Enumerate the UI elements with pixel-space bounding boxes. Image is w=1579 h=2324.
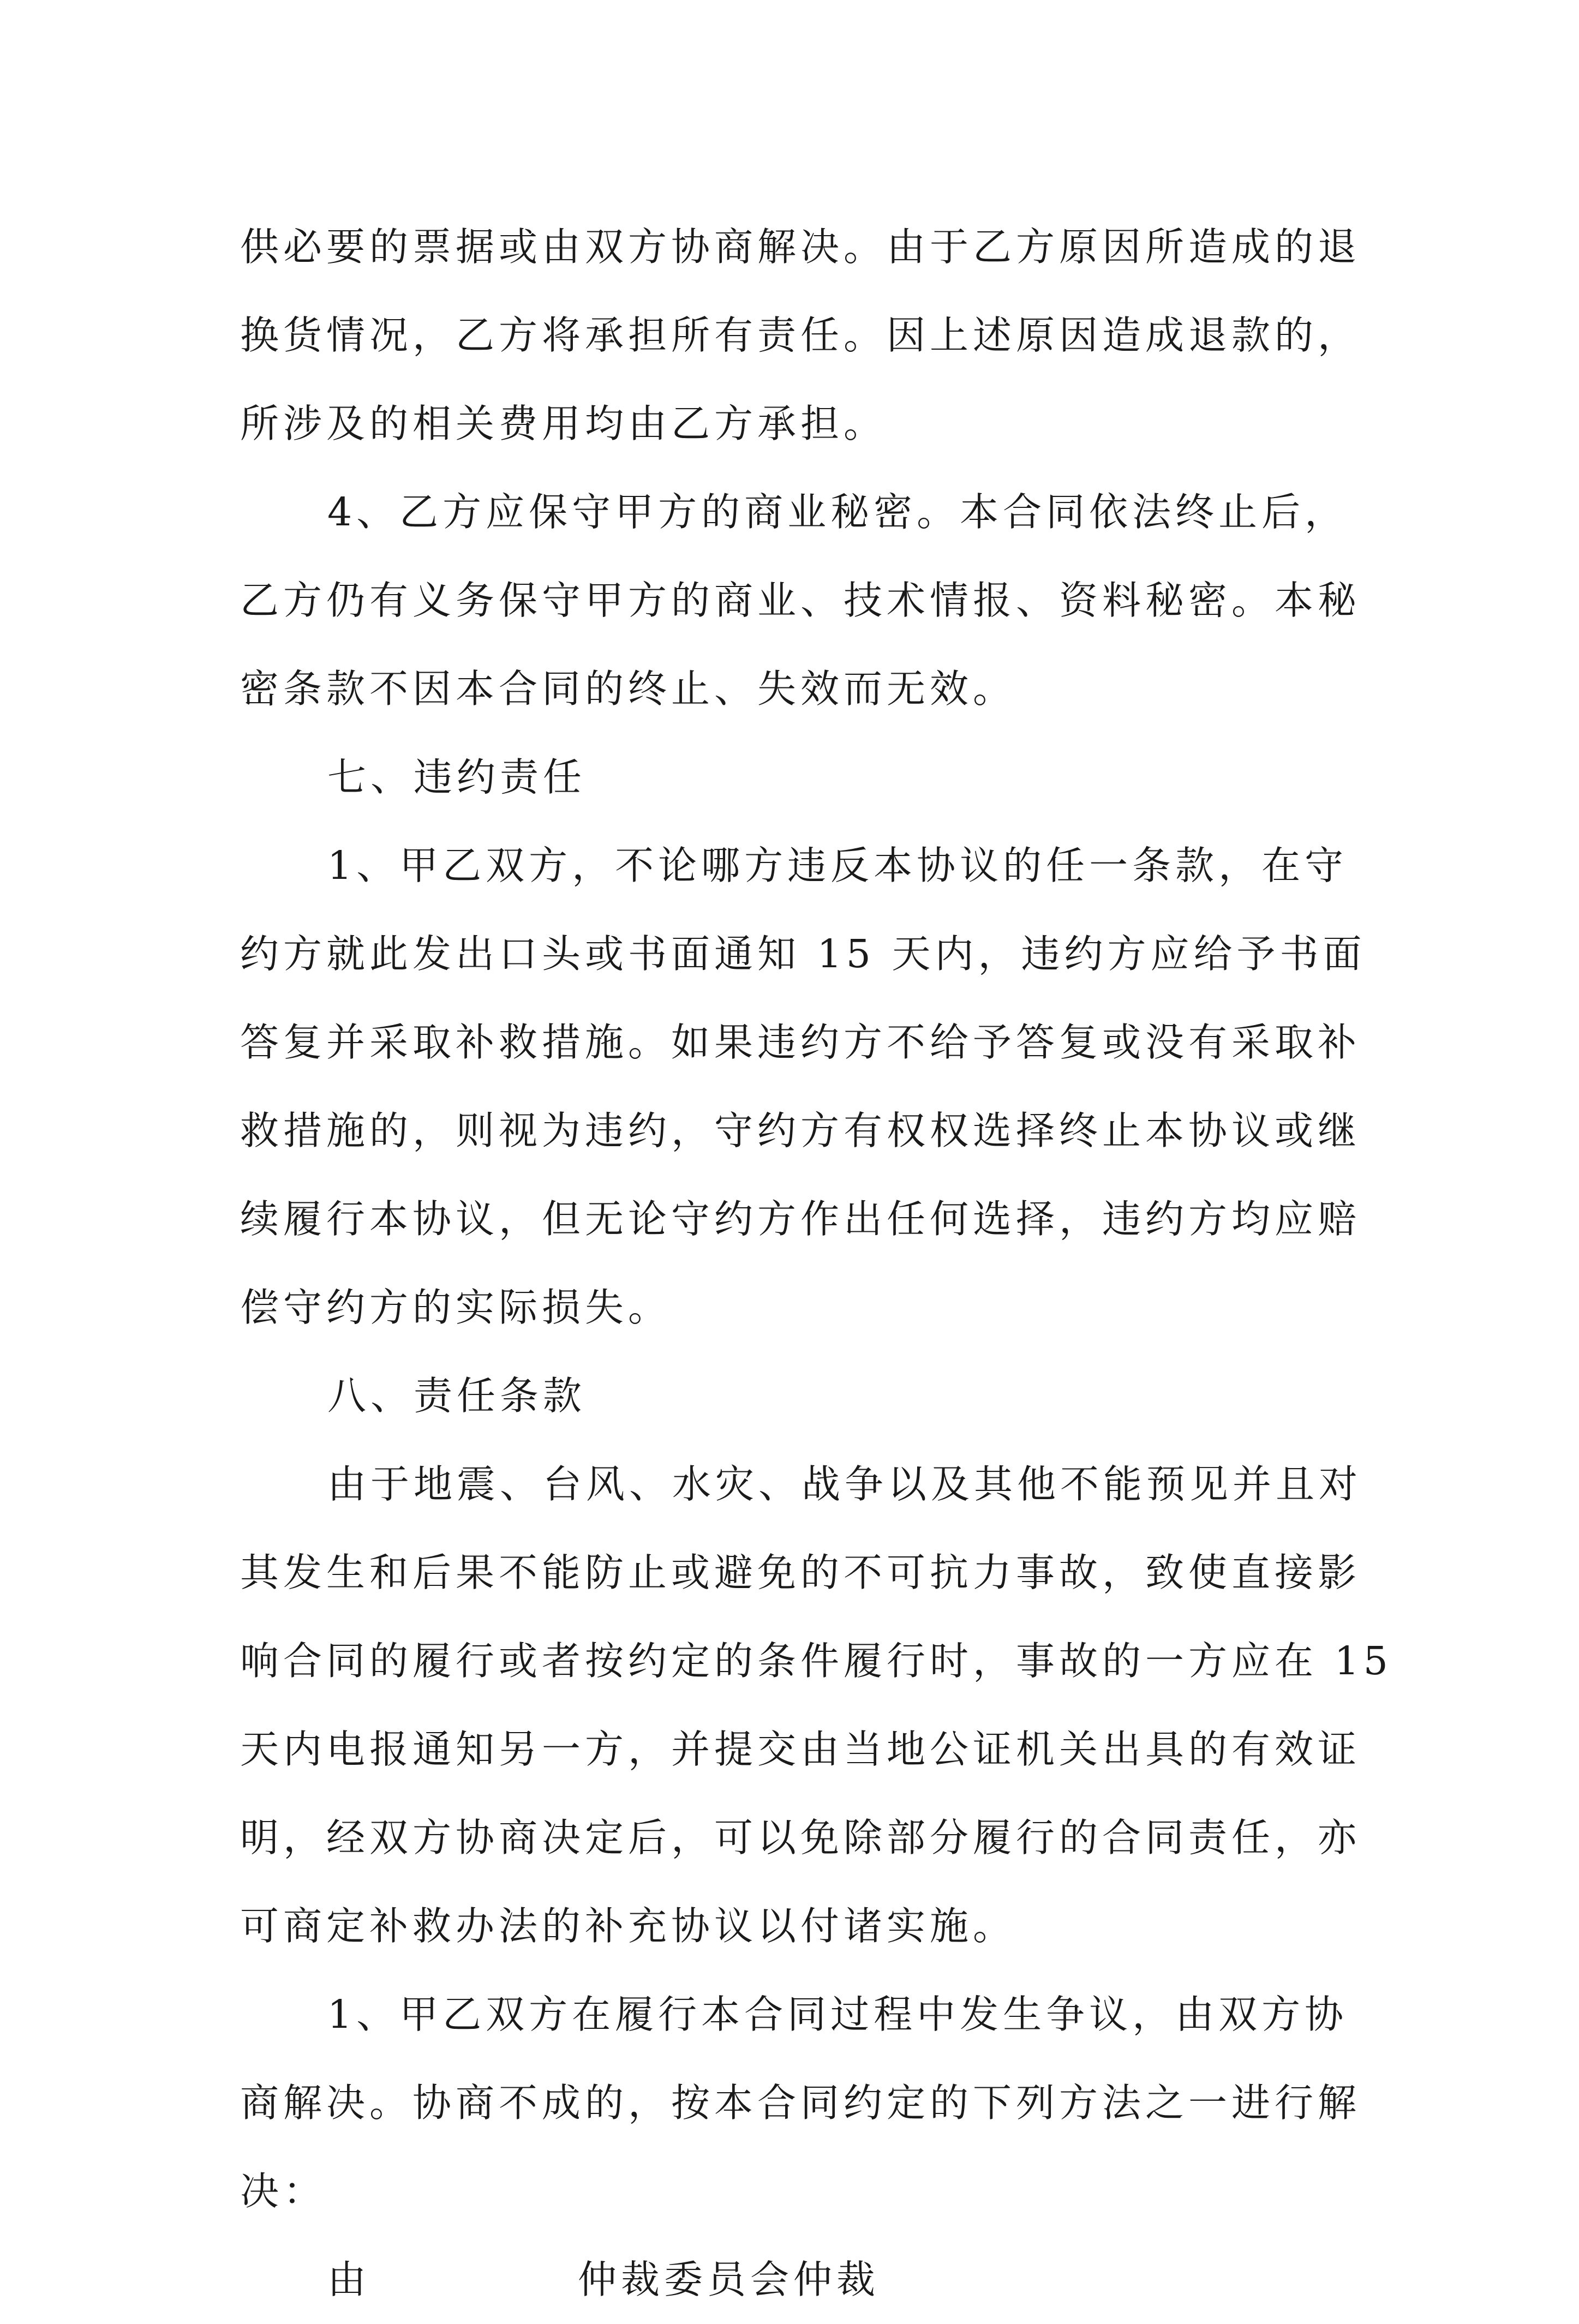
arbitration-prefix: 由 xyxy=(327,2257,371,2302)
text-line: 约方就此发出口头或书面通知 15 天内，违约方应给予书面 xyxy=(240,931,1366,977)
paragraph-start: 由于地震、台风、水灾、战争以及其他不能预见并且对 xyxy=(327,1462,1362,1507)
paragraph-start: 1、甲乙双方在履行本合同过程中发生争议，由双方协 xyxy=(327,1992,1348,2037)
text-line: 响合同的履行或者按约定的条件履行时，事故的一方应在 15 xyxy=(240,1638,1392,1684)
text-line: 明，经双方协商决定后，可以免除部分履行的合同责任，亦 xyxy=(240,1815,1361,1860)
text-line: 其发生和后果不能防止或避免的不可抗力事故，致使直接影 xyxy=(240,1550,1361,1595)
text-line: 所涉及的相关费用均由乙方承担。 xyxy=(240,401,887,446)
arbitration-clause xyxy=(240,2236,1364,2324)
text-line: 偿守约方的实际损失。 xyxy=(240,1285,672,1330)
text-line: 答复并采取补救措施。如果违约方不给予答复或没有采取补 xyxy=(240,1020,1361,1065)
section-heading-breach: 七、违约责任 xyxy=(327,754,587,800)
text-line: 救措施的，则视为违约，守约方有权权选择终止本协议或继 xyxy=(240,1108,1361,1153)
text-line: 密条款不因本合同的终止、失效而无效。 xyxy=(240,666,1016,711)
text-line: 乙方仍有义务保守甲方的商业、技术情报、资料秘密。本秘 xyxy=(240,578,1361,623)
text-line: 决： xyxy=(240,2169,327,2214)
text-line: 商解决。协商不成的，按本合同约定的下列方法之一进行解 xyxy=(240,2080,1361,2125)
document-body xyxy=(240,203,1392,2324)
text-line: 天内电报通知另一方，并提交由当地公证机关出具的有效证 xyxy=(240,1727,1361,1772)
text-line: 续履行本协议，但无论守约方作出任何选择，违约方均应赔 xyxy=(240,1196,1361,1242)
arbitration-suffix: 仲裁委员会仲裁 xyxy=(578,2257,880,2302)
section-heading-liability: 八、责任条款 xyxy=(327,1373,587,1418)
paragraph-start: 1、甲乙双方，不论哪方违反本协议的任一条款，在守 xyxy=(327,843,1348,888)
text-line: 可商定补救办法的补充协议以付诸实施。 xyxy=(240,1903,1016,1949)
paragraph-start: 4、乙方应保守甲方的商业秘密。本合同依法终止后， xyxy=(327,489,1348,535)
text-line: 换货情况，乙方将承担所有责任。因上述原因造成退款的， xyxy=(240,313,1361,358)
text-line: 供必要的票据或由双方协商解决。由于乙方原因所造成的退 xyxy=(240,224,1361,269)
